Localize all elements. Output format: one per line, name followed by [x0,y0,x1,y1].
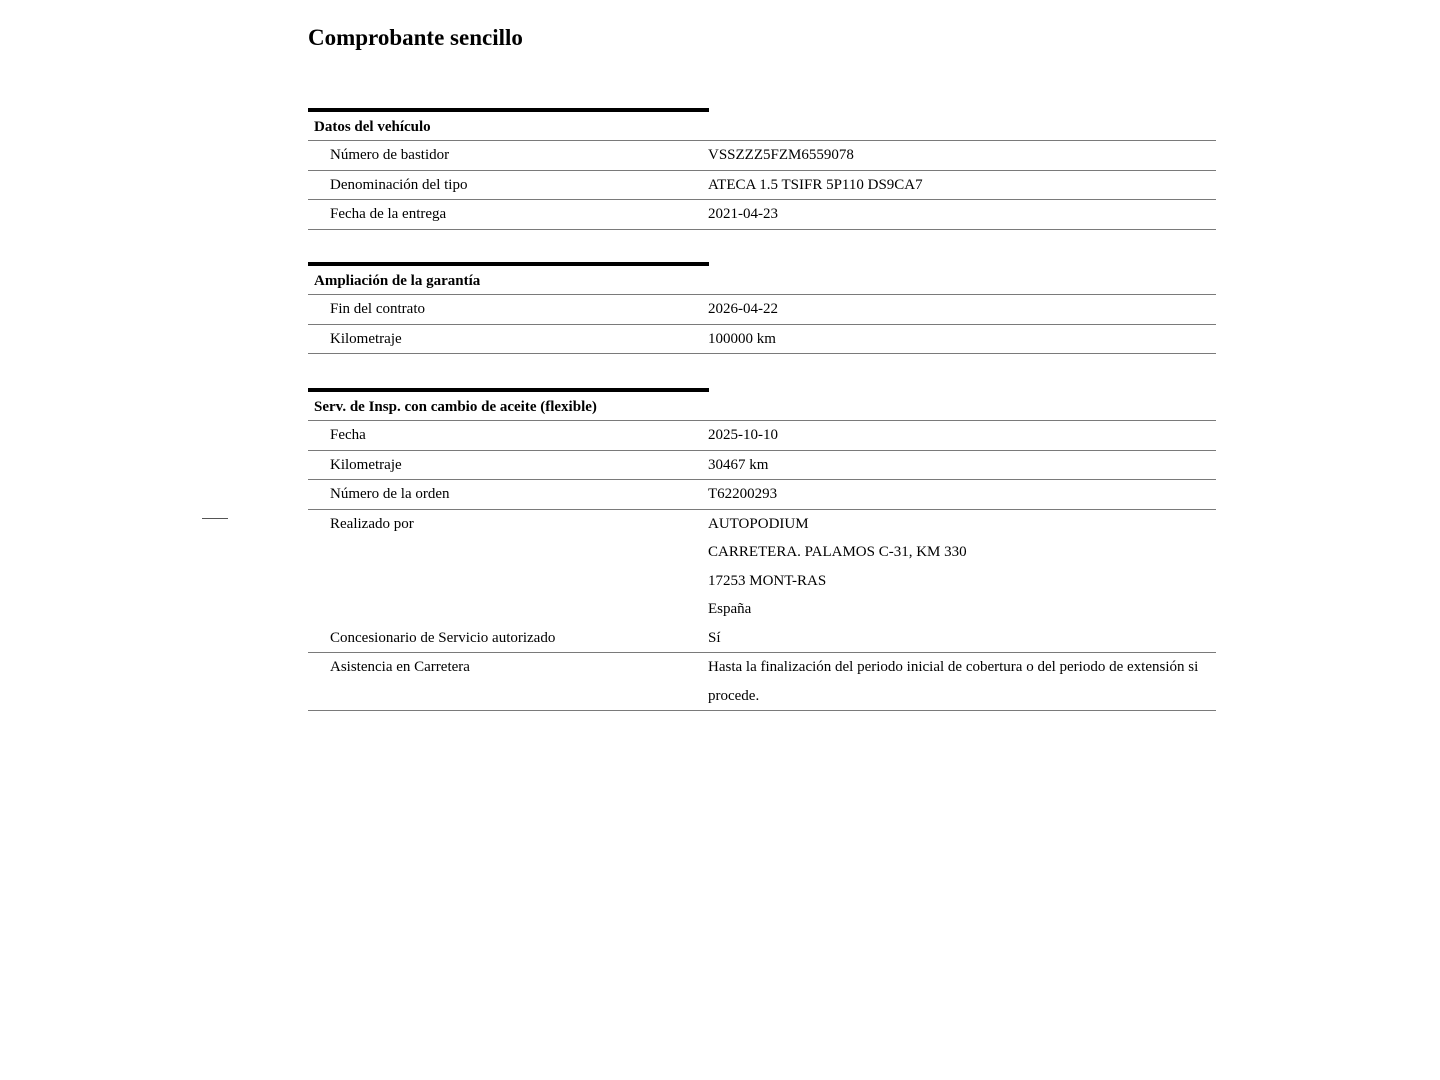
table-row [308,653,1216,711]
section-title: Serv. de Insp. con cambio de aceite (flexible) [308,392,1216,421]
address-line: 17253 MONT-RAS [708,572,827,589]
row-label: Denominación del tipo [330,176,468,193]
row-value: 2021-04-23 [708,206,778,222]
row-value: T62200293 [708,486,778,502]
row-value: 30467 km [708,456,769,473]
table-row [308,325,1216,355]
row-label: Fecha de la entrega [330,206,447,222]
row-label: Fecha [330,427,366,443]
table-row [308,141,1216,171]
row-value: 2025-10-10 [708,427,778,443]
row-label: Fin del contrato [330,301,425,317]
section-title: Datos del vehículo [308,112,1216,141]
address-line: CARRETERA. PALAMOS C-31, KM 330 [708,544,967,560]
section-vehicle-data [308,108,1216,230]
row-value: VSSZZZ5FZM6559078 [708,147,854,163]
table-row [308,171,1216,201]
row-value: 100000 km [708,330,776,347]
table-row [308,451,1216,481]
row-label: Número de bastidor [330,147,450,163]
margin-mark [202,518,228,519]
row-label: Kilometraje [330,456,402,473]
row-value: ATECA 1.5 TSIFR 5P110 DS9CA7 [708,176,923,193]
table-row [308,295,1216,325]
row-label: Realizado por [330,515,414,532]
address-line: AUTOPODIUM [708,515,809,532]
table-row [308,421,1216,451]
row-label: Kilometraje [330,330,402,347]
address-line: España [708,601,752,617]
table-row [308,200,1216,230]
page-title: Comprobante sencillo [308,25,523,50]
section-title: Ampliación de la garantía [308,266,1216,295]
row-value: Sí [708,629,721,646]
row-value: Hasta la finalización del periodo inicial de cobertura o del periodo de extensión si procede. [708,659,1199,704]
section-warranty-extension [308,262,1216,354]
row-label: Asistencia en Carretera [330,659,470,675]
table-row [308,510,1216,624]
row-value: 2026-04-22 [708,301,778,317]
row-label: Concesionario de Servicio autorizado [330,629,556,646]
row-label: Número de la orden [330,486,450,502]
section-inspection-service [308,388,1216,711]
row-value-address [708,510,1216,624]
table-row [308,480,1216,510]
table-row [308,624,1216,654]
